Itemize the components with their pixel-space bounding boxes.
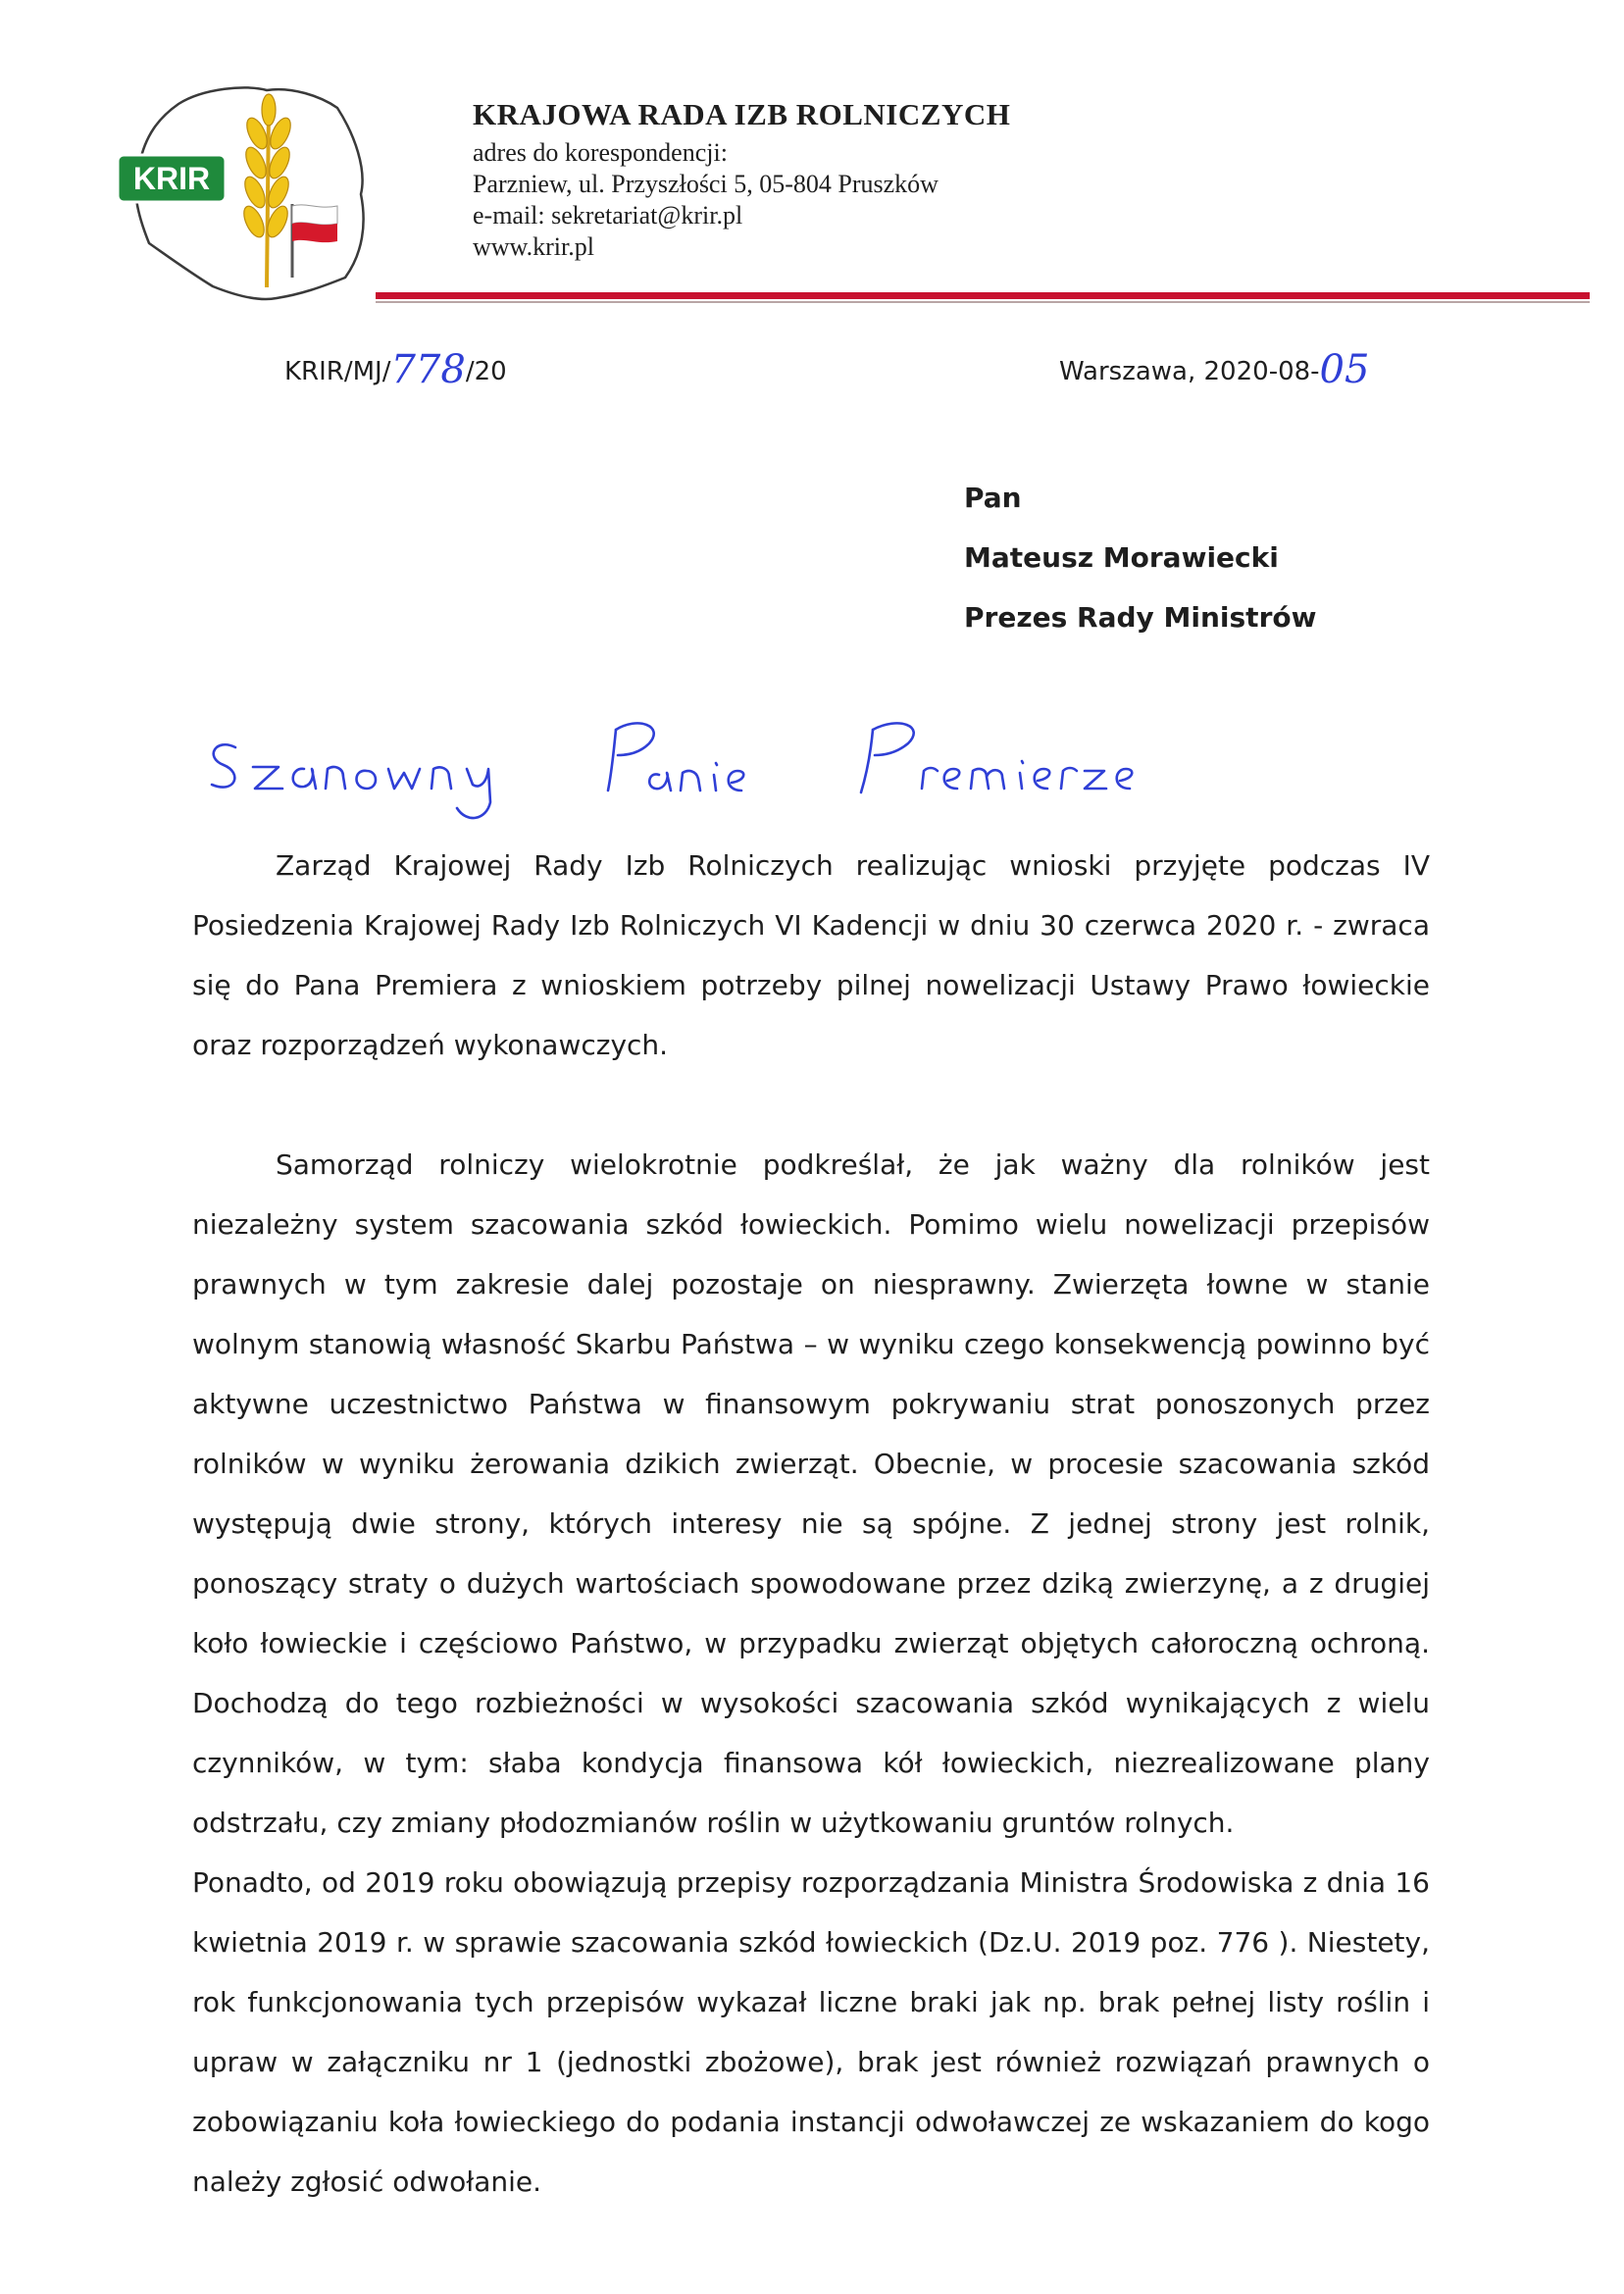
handwritten-salutation (196, 687, 1373, 824)
body-paragraph-2: Samorząd rolniczy wielokrotnie podkreślał, że jak ważny dla rolników jest niezależny system szacowania szkód łowieckich. Pomimo wielu nowelizacji przepisów prawnych w tym zakresie dalej pozostaje on niesprawny. Zwierzęta łowne w stanie wolnym stanowią własność Skarbu Państwa – w wyniku czego konsekwencją powinno być aktywne uczestnictwo Państwa w finansowym pokrywaniu strat ponoszonych przez rolników w wyniku żerowania dzikich zwierząt. Obecnie, w procesie szacowania szkód występują dwie strony, których interesy nie są spójne. Z jednej strony jest rolnik, ponoszący straty o dużych wartościach spowodowane przez dziką zwierzynę, a z drugiej koło łowieckie i częściowo Państwo, w przypadku zwierząt objętych całoroczną ochroną. Dochodzą do tego rozbieżności w wysokości szacowania szkód wynikających z wielu czynników, w tym: słaba kondycja finansowa kół łowieckich, niezrealizowane plany odstrzału, czy zmiany płodozmianów roślin w użytkowaniu gruntów rolnych. (192, 1148, 1430, 1839)
polish-flag-icon (292, 204, 337, 278)
wheat-ear-icon (240, 94, 295, 287)
body-paragraph-3: Ponadto, od 2019 roku obowiązują przepisy rozporządzania Ministra Środowiska z dnia 16 kwietnia 2019 r. w sprawie szacowania szkód łowieckich (Dz.U. 2019 poz. 776 ). Niestety, rok funkcjonowania tych przepisów wykazał liczne braki jak np. brak pełnej listy roślin i upraw w załączniku nr 1 (jednostki zbożowe), brak jest również rozwiązań prawnych o zobowiązaniu koła łowieckiego do podania instancji odwoławczej ze wskazaniem do kogo należy zgłosić odwołanie. (192, 1866, 1430, 2198)
logo-text: KRIR (132, 161, 211, 196)
recipient-block (964, 481, 1316, 660)
date-label: Warszawa, 2020-08- (1059, 357, 1320, 386)
reference-prefix: KRIR/MJ/ (284, 357, 391, 386)
body-paragraph-1: Zarząd Krajowej Rady Izb Rolniczych realizując wnioski przyjęte podczas IV Posiedzenia Krajowej Rady Izb Rolniczych VI Kadencji w dniu 30 czerwca 2020 r. - zwraca się do Pana Premiera z wnioskiem potrzeby pilnej nowelizacji Ustawy Prawo łowieckie oraz rozporządzeń wykonawczych. (192, 849, 1430, 1061)
organization-info (473, 98, 1010, 263)
header-divider (376, 292, 1590, 299)
address: Parzniew, ul. Przyszłości 5, 05-804 Pruszków (473, 170, 939, 198)
handwritten-day: 05 (1319, 347, 1370, 392)
recipient-title: Pan (964, 482, 1022, 514)
recipient-name: Mateusz Morawiecki (964, 541, 1279, 574)
krir-logo (110, 76, 375, 312)
email: e-mail: sekretariat@krir.pl (473, 201, 743, 229)
website: www.krir.pl (473, 232, 594, 261)
handwritten-reference-number: 778 (390, 347, 466, 392)
reference-number (284, 347, 507, 392)
header-divider-shadow (376, 301, 1590, 303)
letter-body (192, 836, 1430, 2212)
organization-name: KRAJOWA RADA IZB ROLNICZYCH (473, 97, 1011, 131)
address-label: adres do korespondencji: (473, 138, 728, 167)
reference-suffix: /20 (465, 357, 507, 386)
recipient-position: Prezes Rady Ministrów (964, 601, 1317, 634)
letter-date (1059, 347, 1370, 392)
